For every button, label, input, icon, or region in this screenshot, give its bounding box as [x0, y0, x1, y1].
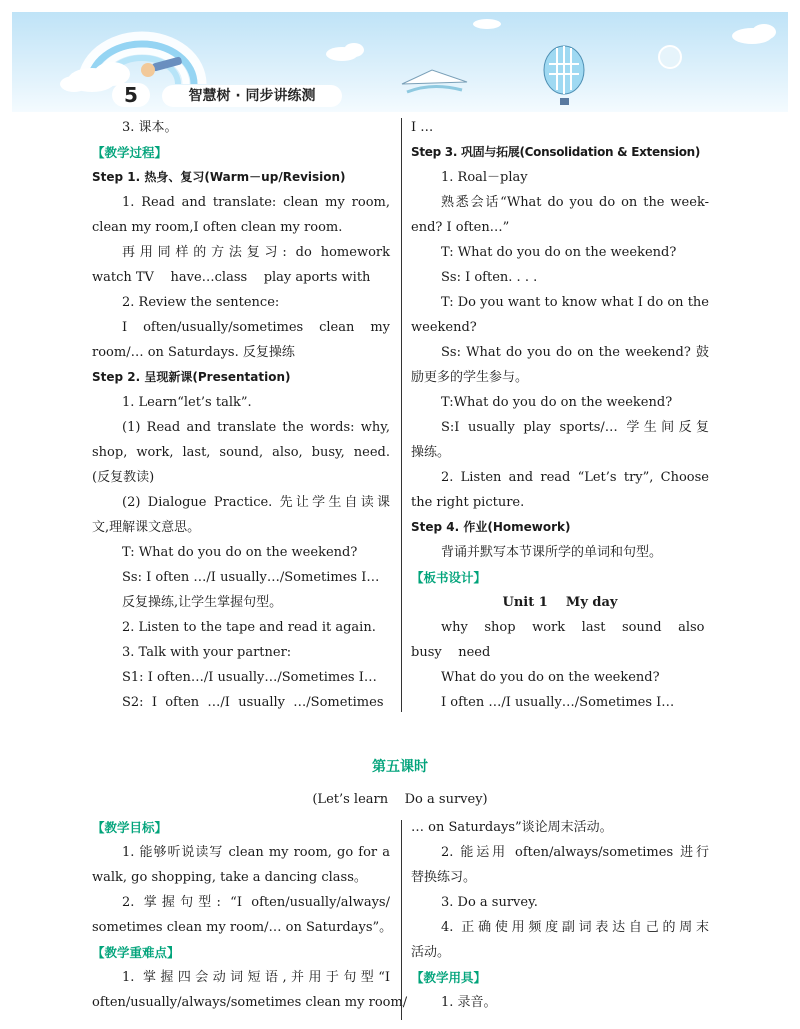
text-line: 1. 掌握四会动词短语,并用于句型“I [122, 970, 390, 985]
board-title: Unit 1 My day [502, 595, 618, 610]
hang-glider-icon [402, 70, 467, 92]
hot-air-balloon-icon [544, 46, 584, 105]
text-line: walk, go shopping, take a dancing class。 [92, 870, 367, 885]
text-line: 1. Learn“let’s talk”. [122, 395, 252, 410]
text-line: 3. Talk with your partner: [122, 645, 292, 660]
section-heading: 【教学用具】 [411, 970, 487, 985]
page-number: 5 [112, 83, 150, 107]
section-heading: 【教学重难点】 [92, 945, 180, 960]
series-title: 智慧树 · 同步讲练测 [162, 85, 342, 107]
text-line: 熟悉会话“What do you do on the week- [441, 195, 709, 210]
text-line: 1. 能够听说读写 clean my room, go for a [122, 845, 390, 860]
right-column-lower [411, 815, 709, 1015]
text-line: 1. Roal－play [441, 170, 528, 185]
text-line: S1: I often…/I usually…/Sometimes I… [122, 670, 377, 685]
text-line: end? I often…” [411, 220, 510, 235]
text-line: 2. 掌握句型: “I often/usually/always/ [122, 895, 390, 910]
text-line: sometimes clean my room/… on Saturdays”。 [92, 920, 393, 935]
text-line: shop, work, last, sound, also, busy, need. [92, 445, 390, 460]
text-line: Ss: I often. . . . [441, 270, 538, 285]
step-heading: Step 4. 作业(Homework) [411, 520, 571, 534]
text-line: T: What do you do on the weekend? [441, 245, 677, 260]
lesson-subtitle: (Let’s learn Do a survey) [312, 792, 488, 807]
text-line: 1. 录音。 [441, 995, 497, 1010]
text-line: (反复教读) [92, 470, 155, 485]
text-line: 操练。 [411, 445, 451, 460]
section-heading: 【板书设计】 [411, 570, 487, 585]
text-line: why shop work last sound also [441, 620, 705, 635]
text-line: 1. Read and translate: clean my room, [122, 195, 390, 210]
text-line: clean my room,I often clean my room. [92, 220, 343, 235]
text-line: 反复操练,让学生掌握句型。 [122, 595, 283, 610]
text-line: 活动。 [411, 945, 451, 960]
text-line: 文,理解课文意思。 [92, 520, 201, 535]
text-line: busy need [411, 645, 491, 660]
section-heading: 【教学过程】 [92, 145, 168, 160]
text-line: S:I usually play sports/… 学生间反复 [441, 420, 709, 435]
cloud-icon [732, 24, 776, 44]
section-heading: 【教学目标】 [92, 820, 168, 835]
text-line: … on Saturdays”谈论周末活动。 [411, 820, 613, 835]
lesson-title: 第五课时 [372, 759, 428, 775]
text-line: 背诵并默写本节课所学的单词和句型。 [441, 545, 663, 560]
text-line: Ss: What do you do on the weekend? 鼓 [441, 345, 709, 360]
text-line: 2. 能运用 often/always/sometimes 进行 [441, 845, 709, 860]
text-line: room/… on Saturdays. 反复操练 [92, 345, 295, 360]
step-heading: Step 2. 呈现新课(Presentation) [92, 370, 291, 384]
text-line: 3. Do a survey. [441, 895, 538, 910]
text-line: 励更多的学生参与。 [411, 370, 529, 385]
text-line: 2. Review the sentence: [122, 295, 280, 310]
step-heading: Step 3. 巩固与拓展(Consolidation & Extension) [411, 145, 701, 159]
text-line: watch TV have…class play aports with [92, 270, 371, 285]
text-line: Ss: I often …/I usually…/Sometimes I… [122, 570, 380, 585]
text-line: weekend? [411, 320, 477, 335]
text-line: I often …/I usually…/Sometimes I… [441, 695, 675, 710]
text-line: T: What do you do on the weekend? [122, 545, 358, 560]
text-line: 再用同样的方法复习: do homework [122, 245, 390, 260]
cloud-icon [326, 43, 364, 61]
text-line: T: Do you want to know what I do on the [441, 295, 709, 310]
sun-icon [659, 46, 681, 68]
text-line: S2: I often …/I usually …/Sometimes [122, 695, 384, 710]
text-line: What do you do on the weekend? [441, 670, 660, 685]
left-column [92, 115, 390, 715]
text-line: 2. Listen to the tape and read it again. [122, 620, 376, 635]
text-line: often/usually/always/sometimes clean my room/ [92, 995, 408, 1010]
text-line: (1) Read and translate the words: why, [122, 420, 390, 435]
text-line: 3. 课本。 [122, 120, 178, 135]
text-line: (2) Dialogue Practice. 先让学生自读课 [122, 495, 390, 510]
column-divider [401, 118, 402, 712]
text-line: 2. Listen and read “Let’s try”, Choose [441, 470, 709, 485]
left-column-lower [92, 815, 408, 1015]
text-line: 4. 正确使用频度副词表达自己的周末 [441, 920, 709, 935]
column-divider [401, 820, 402, 1020]
text-line: the right picture. [411, 495, 525, 510]
right-column [411, 115, 709, 715]
text-line: T:What do you do on the weekend? [441, 395, 673, 410]
text-line: 替换练习。 [411, 870, 477, 885]
cloud-icon [473, 19, 501, 29]
text-line: I often/usually/sometimes clean my [122, 320, 390, 335]
text-line: I … [411, 120, 434, 135]
step-heading: Step 1. 热身、复习(Warm－up/Revision) [92, 170, 346, 184]
